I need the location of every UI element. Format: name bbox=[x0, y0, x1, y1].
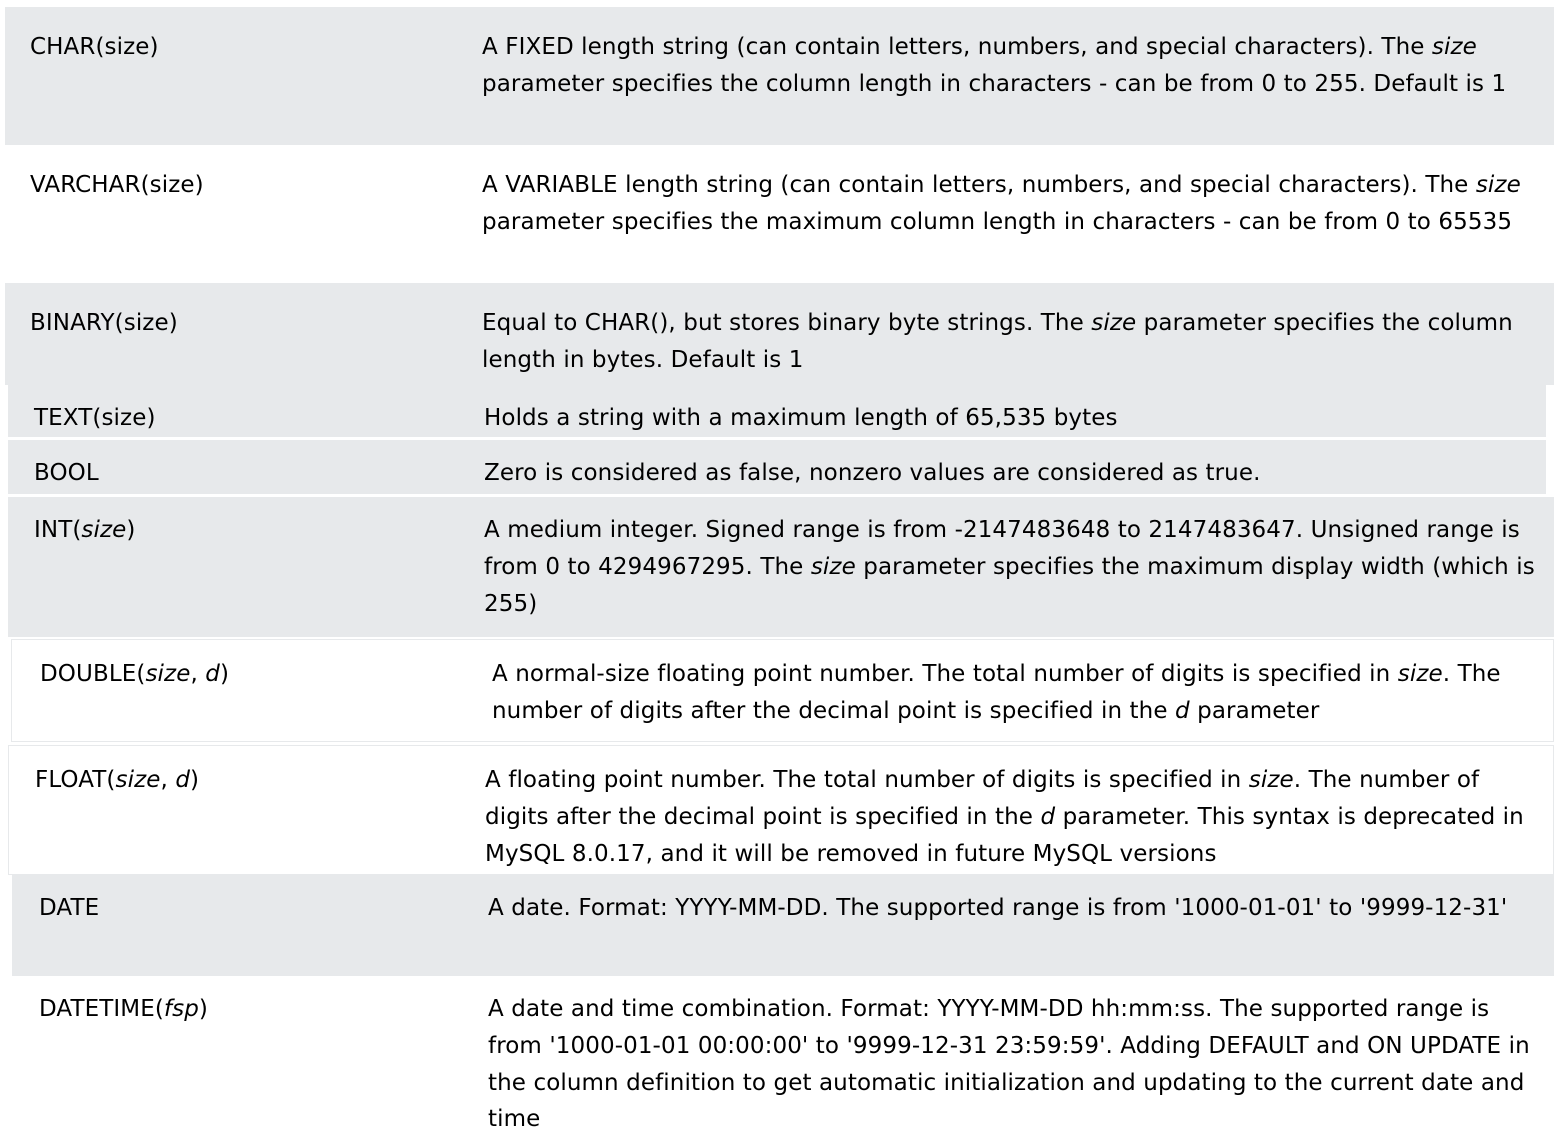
data-type-name: VARCHAR(size) bbox=[30, 172, 204, 198]
data-type-description: A floating point number. The total number of digits is specified in size. The number of digits after the decimal point is specified in the d parameter. This syntax is deprecated in MySQL 8.0.17, and it will be removed in future MySQL versions bbox=[485, 767, 1524, 867]
data-type-description: Zero is considered as false, nonzero values are considered as true. bbox=[484, 460, 1261, 486]
table-row bbox=[12, 875, 1554, 976]
table-row bbox=[5, 145, 1554, 283]
data-type-name: DOUBLE(size, d) bbox=[40, 661, 230, 687]
data-type-description: A date and time combination. Format: YYYY-MM-DD hh:mm:ss. The supported range is from '1000-01-01 00:00:00' to '9999-12-31 23:59:59'. Adding DEFAULT and ON UPDATE in the column definition to get automatic initialization and updating to the current date and time bbox=[488, 996, 1530, 1133]
table-row bbox=[11, 639, 1554, 742]
table-row bbox=[8, 440, 1546, 494]
data-type-description: A FIXED length string (can contain letters, numbers, and special characters). The size parameter specifies the column length in characters - can be from 0 to 255. Default is 1 bbox=[482, 34, 1507, 97]
table-row bbox=[5, 283, 1554, 385]
data-type-name: CHAR(size) bbox=[30, 34, 159, 60]
table-row bbox=[8, 385, 1546, 437]
data-type-description: A medium integer. Signed range is from -2147483648 to 2147483647. Unsigned range is from 0 to 4294967295. The size parameter specifies the maximum display width (which is 255) bbox=[484, 517, 1535, 617]
data-type-name: INT(size) bbox=[34, 517, 136, 543]
table-row bbox=[8, 497, 1554, 637]
data-type-description: A normal-size floating point number. The total number of digits is specified in size. The number of digits after the decimal point is specified in the d parameter bbox=[492, 661, 1501, 724]
data-type-description: A VARIABLE length string (can contain letters, numbers, and special characters). The size parameter specifies the maximum column length in characters - can be from 0 to 65535 bbox=[482, 172, 1521, 235]
data-type-name: TEXT(size) bbox=[34, 405, 156, 431]
data-type-name: BINARY(size) bbox=[30, 310, 178, 336]
data-type-description: Equal to CHAR(), but stores binary byte strings. The size parameter specifies the column length in bytes. Default is 1 bbox=[482, 310, 1513, 373]
table-row bbox=[8, 745, 1554, 875]
data-type-name: DATETIME(fsp) bbox=[39, 996, 208, 1022]
table-row bbox=[12, 976, 1554, 1138]
table-row bbox=[5, 7, 1554, 145]
data-type-name: BOOL bbox=[34, 460, 99, 486]
data-type-description: Holds a string with a maximum length of 65,535 bytes bbox=[484, 405, 1118, 431]
data-type-name: DATE bbox=[39, 895, 100, 921]
data-type-name: FLOAT(size, d) bbox=[35, 767, 200, 793]
data-type-description: A date. Format: YYYY-MM-DD. The supported range is from '1000-01-01' to '9999-12-31' bbox=[488, 895, 1508, 921]
